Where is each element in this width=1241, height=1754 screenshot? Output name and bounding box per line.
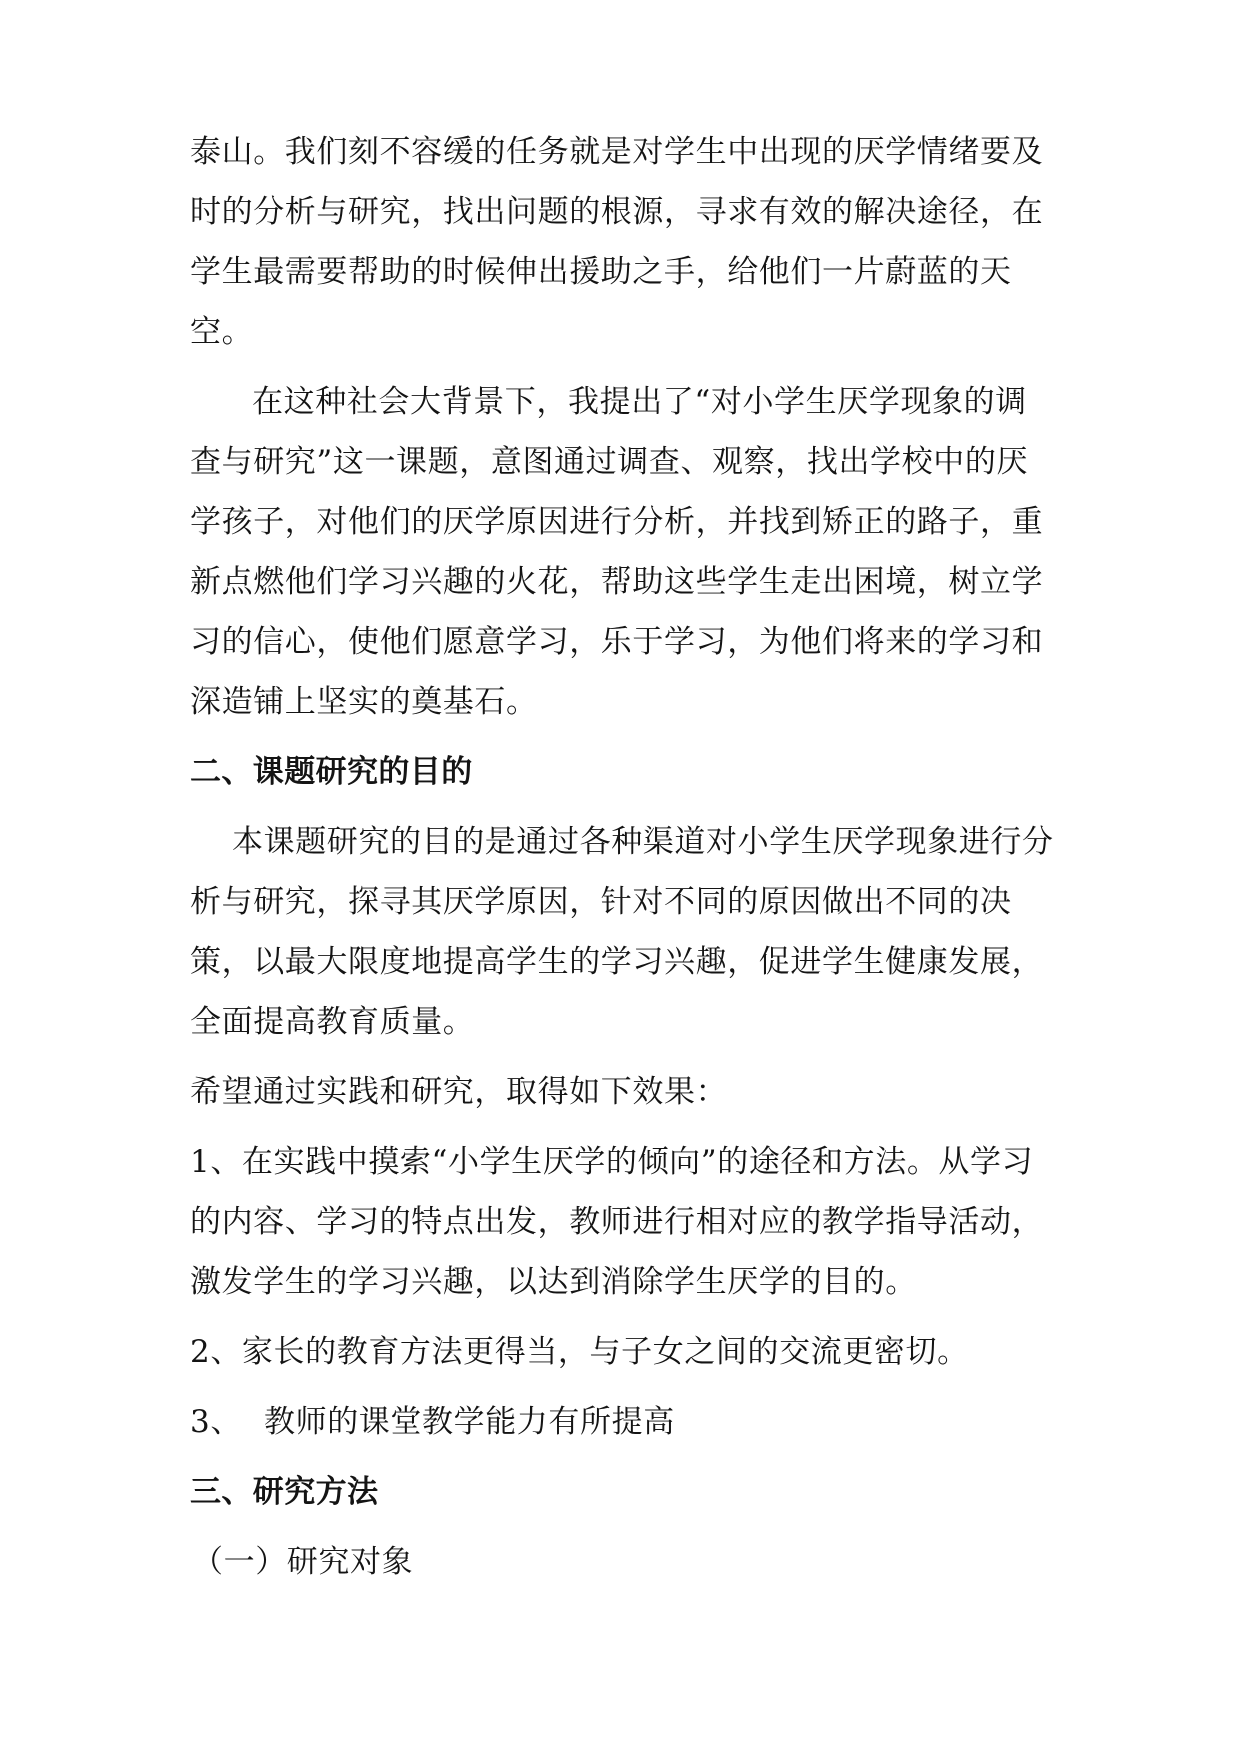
paragraph-line: 泰山。我们刻不容缓的任务就是对学生中出现的厌学情绪要及	[190, 134, 1044, 170]
list-item: 1、在实践中摸索“小学生厌学的倾向”的途径和方法。从学习	[190, 1144, 1034, 1180]
paragraph-line: 在这种社会大背景下，我提出了“对小学生厌学现象的调	[252, 384, 1027, 420]
section-heading: 三、研究方法	[190, 1474, 379, 1510]
paragraph-line: 习的信心，使他们愿意学习，乐于学习，为他们将来的学习和	[190, 624, 1044, 660]
paragraph-line: 新点燃他们学习兴趣的火花，帮助这些学生走出困境，树立学	[190, 564, 1044, 600]
list-item: 激发学生的学习兴趣，以达到消除学生厌学的目的。	[190, 1264, 917, 1300]
list-item: 的内容、学习的特点出发，教师进行相对应的教学指导活动，	[190, 1204, 1044, 1240]
paragraph-line: 时的分析与研究，找出问题的根源，寻求有效的解决途径，在	[190, 194, 1044, 230]
paragraph-line: 深造铺上坚实的奠基石。	[190, 684, 538, 720]
sub-heading: （一）研究对象	[192, 1544, 414, 1580]
paragraph-line: 全面提高教育质量。	[190, 1004, 475, 1040]
paragraph-line: 策，以最大限度地提高学生的学习兴趣，促进学生健康发展，	[190, 944, 1044, 980]
list-item: 教师的课堂教学能力有所提高	[264, 1404, 675, 1440]
paragraph-line: 希望通过实践和研究，取得如下效果：	[190, 1074, 728, 1110]
paragraph-line: 学孩子，对他们的厌学原因进行分析，并找到矫正的路子，重	[190, 504, 1044, 540]
paragraph-line: 查与研究”这一课题，意图通过调查、观察，找出学校中的厌	[190, 444, 1029, 480]
paragraph-line: 析与研究，探寻其厌学原因，针对不同的原因做出不同的决	[190, 884, 1012, 920]
list-item: 2、家长的教育方法更得当，与子女之间的交流更密切。	[190, 1334, 969, 1370]
list-item-number: 3、	[190, 1404, 242, 1440]
paragraph-line: 空。	[190, 314, 254, 350]
section-heading: 二、课题研究的目的	[190, 754, 473, 790]
paragraph-line: 本课题研究的目的是通过各种渠道对小学生厌学现象进行分	[232, 824, 1054, 860]
paragraph-line: 学生最需要帮助的时候伸出援助之手，给他们一片蔚蓝的天	[190, 254, 1012, 290]
